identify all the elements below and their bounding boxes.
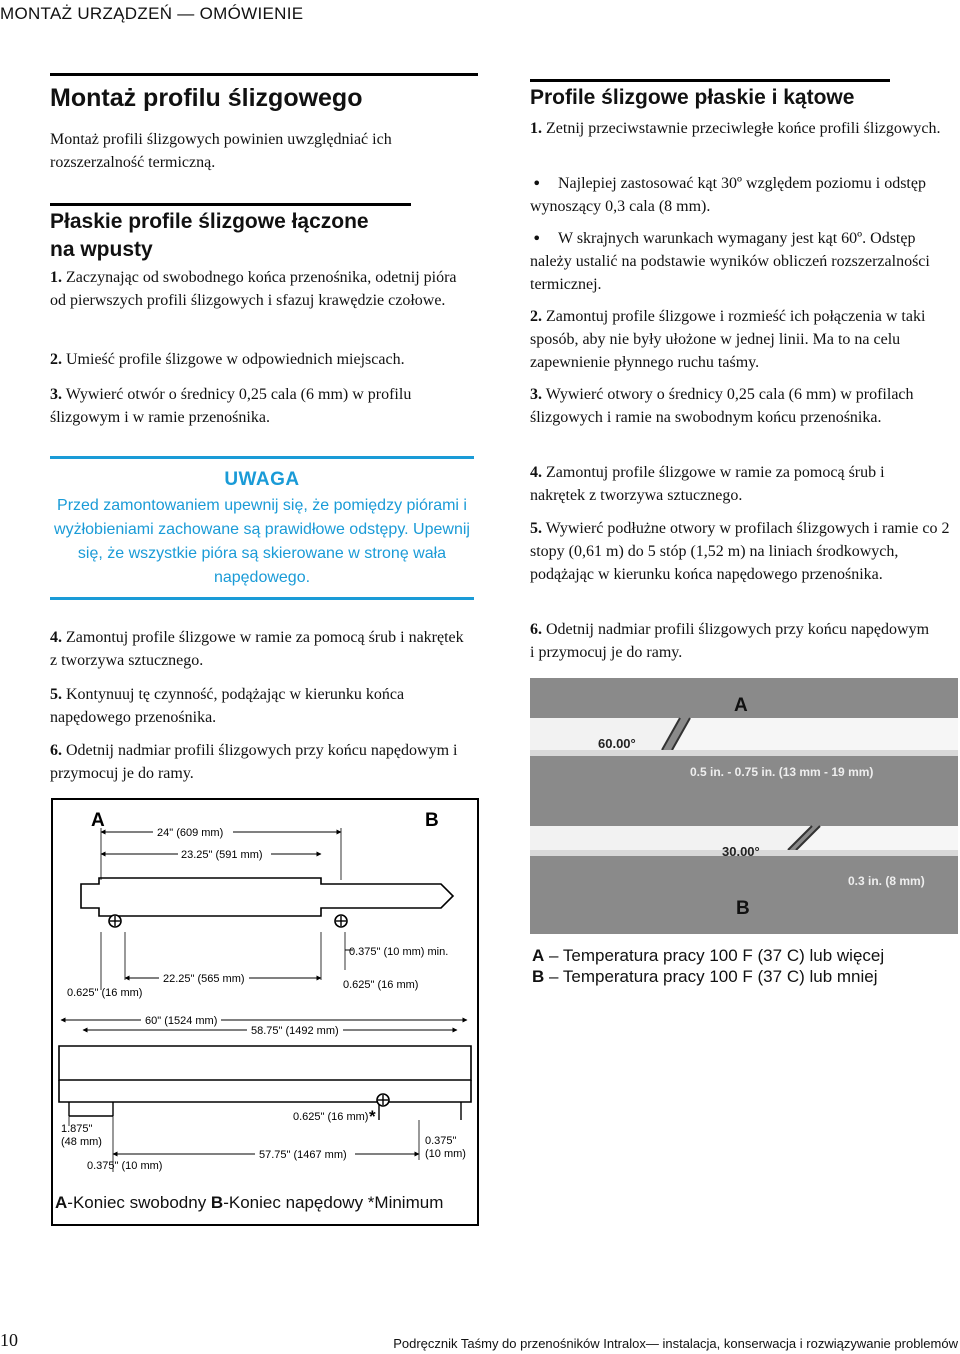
dim-0-375-bottom: 0.375" (10 mm) [87, 1160, 163, 1172]
right-section-title: Profile ślizgowe płaskie i kątowe [530, 86, 855, 109]
photo-drawing [530, 678, 958, 934]
step-number: 2. [530, 308, 542, 325]
page-header: MONTAŻ URZĄDZEŃ — OMÓWIENIE [0, 4, 304, 23]
dim-0-625-left: 0.625" (16 mm) [67, 987, 143, 999]
photo-angle-a: 60.00° [598, 736, 636, 751]
right-step-2 [530, 305, 950, 374]
dim-57-75in: 57.75" (1467 mm) [259, 1149, 347, 1161]
step-number: 1. [530, 120, 542, 137]
step-number: 1. [50, 269, 62, 286]
note-title: UWAGA [224, 469, 300, 490]
dim-58-75in: 58.75" (1492 mm) [251, 1025, 339, 1037]
dim-0-375-right-1: 0.375" [425, 1135, 457, 1147]
subsection-title-line2: na wpusty [50, 238, 153, 261]
step-text: Zamontuj profile ślizgowe w ramie za pomocą śrub i nakrętek z tworzywa sztucznego. [530, 464, 885, 504]
diagram-drawing [53, 800, 477, 1224]
legend-key-b: B [532, 967, 545, 986]
step-text: Wywierć otwory o średnicy 0,25 cala (6 mm) w profilach ślizgowych i ramie na swobodnym końcu przenośnika. [530, 386, 914, 426]
step-text: Zaczynając od swobodnego końca przenośnika, odetnij pióra od pierwszych profili ślizgowych i sfazuj krawędzie czołowe. [50, 269, 457, 309]
step-text: Odetnij nadmiar profili ślizgowych przy końcu napędowym i przymocuj je do ramy. [50, 742, 458, 782]
step-text: Wywierć otwór o średnicy 0,25 cala (6 mm) w profilu ślizgowym i w ramie przenośnika. [50, 386, 412, 426]
right-bullet-2: W skrajnych warunkach wymagany jest kąt 60º. Odstęp należy ustalić na podstawie wyników obliczeń rozszerzalności termicznej. [530, 230, 930, 293]
step-number: 5. [50, 686, 62, 703]
dim-60in: 60" (1524 mm) [145, 1015, 218, 1027]
title-rule [50, 73, 478, 76]
step-text: Zamontuj profile ślizgowe i rozmieść ich połączenia w taki sposób, aby nie były ułożone w jednej linii. Ma to na celu zapewnienie płynnego ruchu taśmy. [530, 308, 926, 371]
dim-0-625-bottom: 0.625" (16 mm) [293, 1111, 369, 1123]
subtitle-rule [50, 203, 411, 206]
dim-23-25in: 23.25" (591 mm) [181, 849, 263, 861]
right-step-3 [530, 383, 940, 429]
step-number: 5. [530, 520, 542, 537]
photo-label-b: B [736, 898, 750, 919]
dim-0-375-min: 0.375" (10 mm) min. [349, 946, 449, 958]
right-step-6 [530, 618, 930, 664]
bullet-dot: • [532, 174, 542, 193]
step-number: 6. [530, 621, 542, 638]
left-step-4 [50, 626, 474, 672]
step-text: Zamontuj profile ślizgowe w ramie za pomocą śrub i nakrętek z tworzywa sztucznego. [50, 629, 464, 669]
step-number: 4. [50, 629, 62, 646]
left-step-5 [50, 683, 474, 729]
step-number: 3. [50, 386, 62, 403]
right-bullet-1: Najlepiej zastosować kąt 30º względem poziomu i odstęp wynoszący 0,3 cala (8 mm). [530, 175, 926, 215]
note-box [50, 456, 474, 600]
footer-text: Podręcznik Taśmy do przenośników Intralox— instalacja, konserwacja i rozwiązywanie problemów [393, 1336, 958, 1351]
dim-1-875in: 1.875" [61, 1123, 93, 1135]
photo-label-a: A [734, 695, 748, 716]
photo-angle-b: 30.00° [722, 844, 760, 859]
step-number: 4. [530, 464, 542, 481]
right-step-5 [530, 517, 950, 586]
step-text: Odetnij nadmiar profili ślizgowych przy końcu napędowym i przymocuj je do ramy. [530, 621, 930, 661]
step-text: Zetnij przeciwstawnie przeciwległe końce profili ślizgowych. [542, 120, 941, 137]
photo-gap-b: 0.3 in. (8 mm) [848, 874, 925, 888]
legend-text-b: – Temperatura pracy 100 F (37 C) lub mniej [544, 967, 878, 986]
dim-48mm: (48 mm) [61, 1136, 102, 1148]
legend-a [532, 946, 884, 966]
right-step-4 [530, 461, 930, 507]
note-text: Przed zamontowaniem upewnij się, że pomiędzy piórami i wyżłobieniami zachowane są prawidłowe odstępy. Upewnij się, że wszystkie pióra są skierowane w stronę wała napędowego. [54, 497, 470, 586]
left-step-3 [50, 383, 474, 429]
left-step-2 [50, 348, 470, 371]
dim-24in: 24" (609 mm) [157, 827, 224, 839]
dim-22-25in: 22.25" (565 mm) [163, 973, 245, 985]
photo-gap-a: 0.5 in. - 0.75 in. (13 mm - 19 mm) [690, 765, 874, 779]
legend-b [532, 967, 878, 987]
slide-profile-diagram [51, 798, 479, 1226]
section-title: Montaż profilu ślizgowego [50, 84, 363, 112]
legend-key-a: A [532, 946, 545, 965]
caption-key-b: B [210, 1193, 224, 1212]
page-number: 10 [0, 1330, 18, 1350]
minimum-star: * [369, 1107, 376, 1126]
right-title-rule [530, 79, 890, 82]
caption-key-a: A [55, 1193, 68, 1212]
step-text: Kontynuuj tę czynność, podążając w kierunku końca napędowego przenośnika. [50, 686, 405, 726]
intro-text: Montaż profili ślizgowych powinien uwzględniać ich rozszerzalność termiczną. [50, 131, 392, 171]
bullet-dot: • [532, 229, 542, 248]
dim-0-375-right-2: (10 mm) [425, 1148, 466, 1160]
step-number: 6. [50, 742, 62, 759]
left-step-6 [50, 739, 474, 785]
subsection-title-line1: Płaskie profile ślizgowe łączone [50, 210, 369, 233]
legend-text-a: – Temperatura pracy 100 F (37 C) lub więcej [544, 946, 885, 965]
right-step-1 [530, 117, 950, 140]
diagram-label-b: B [425, 810, 439, 831]
angled-joint-photo [530, 678, 958, 934]
step-text: Wywierć podłużne otwory w profilach ślizgowych i ramie co 2 stopy (0,61 m) do 5 stóp (1,52 m) na liniach środkowych, podążając w kierunku końca napędowego przenośnika. [530, 520, 950, 583]
left-step-1 [50, 266, 470, 312]
step-number: 3. [530, 386, 542, 403]
diagram-label-a: A [91, 810, 105, 831]
step-text: Umieść profile ślizgowe w odpowiednich miejscach. [62, 351, 405, 368]
step-number: 2. [50, 351, 62, 368]
diagram-caption [55, 1193, 443, 1213]
caption-text-b: -Koniec napędowy *Minimum [223, 1193, 444, 1212]
caption-text-a: -Koniec swobodny [67, 1193, 211, 1212]
dim-0-625-right: 0.625" (16 mm) [343, 979, 419, 991]
subsection-title [50, 208, 369, 264]
